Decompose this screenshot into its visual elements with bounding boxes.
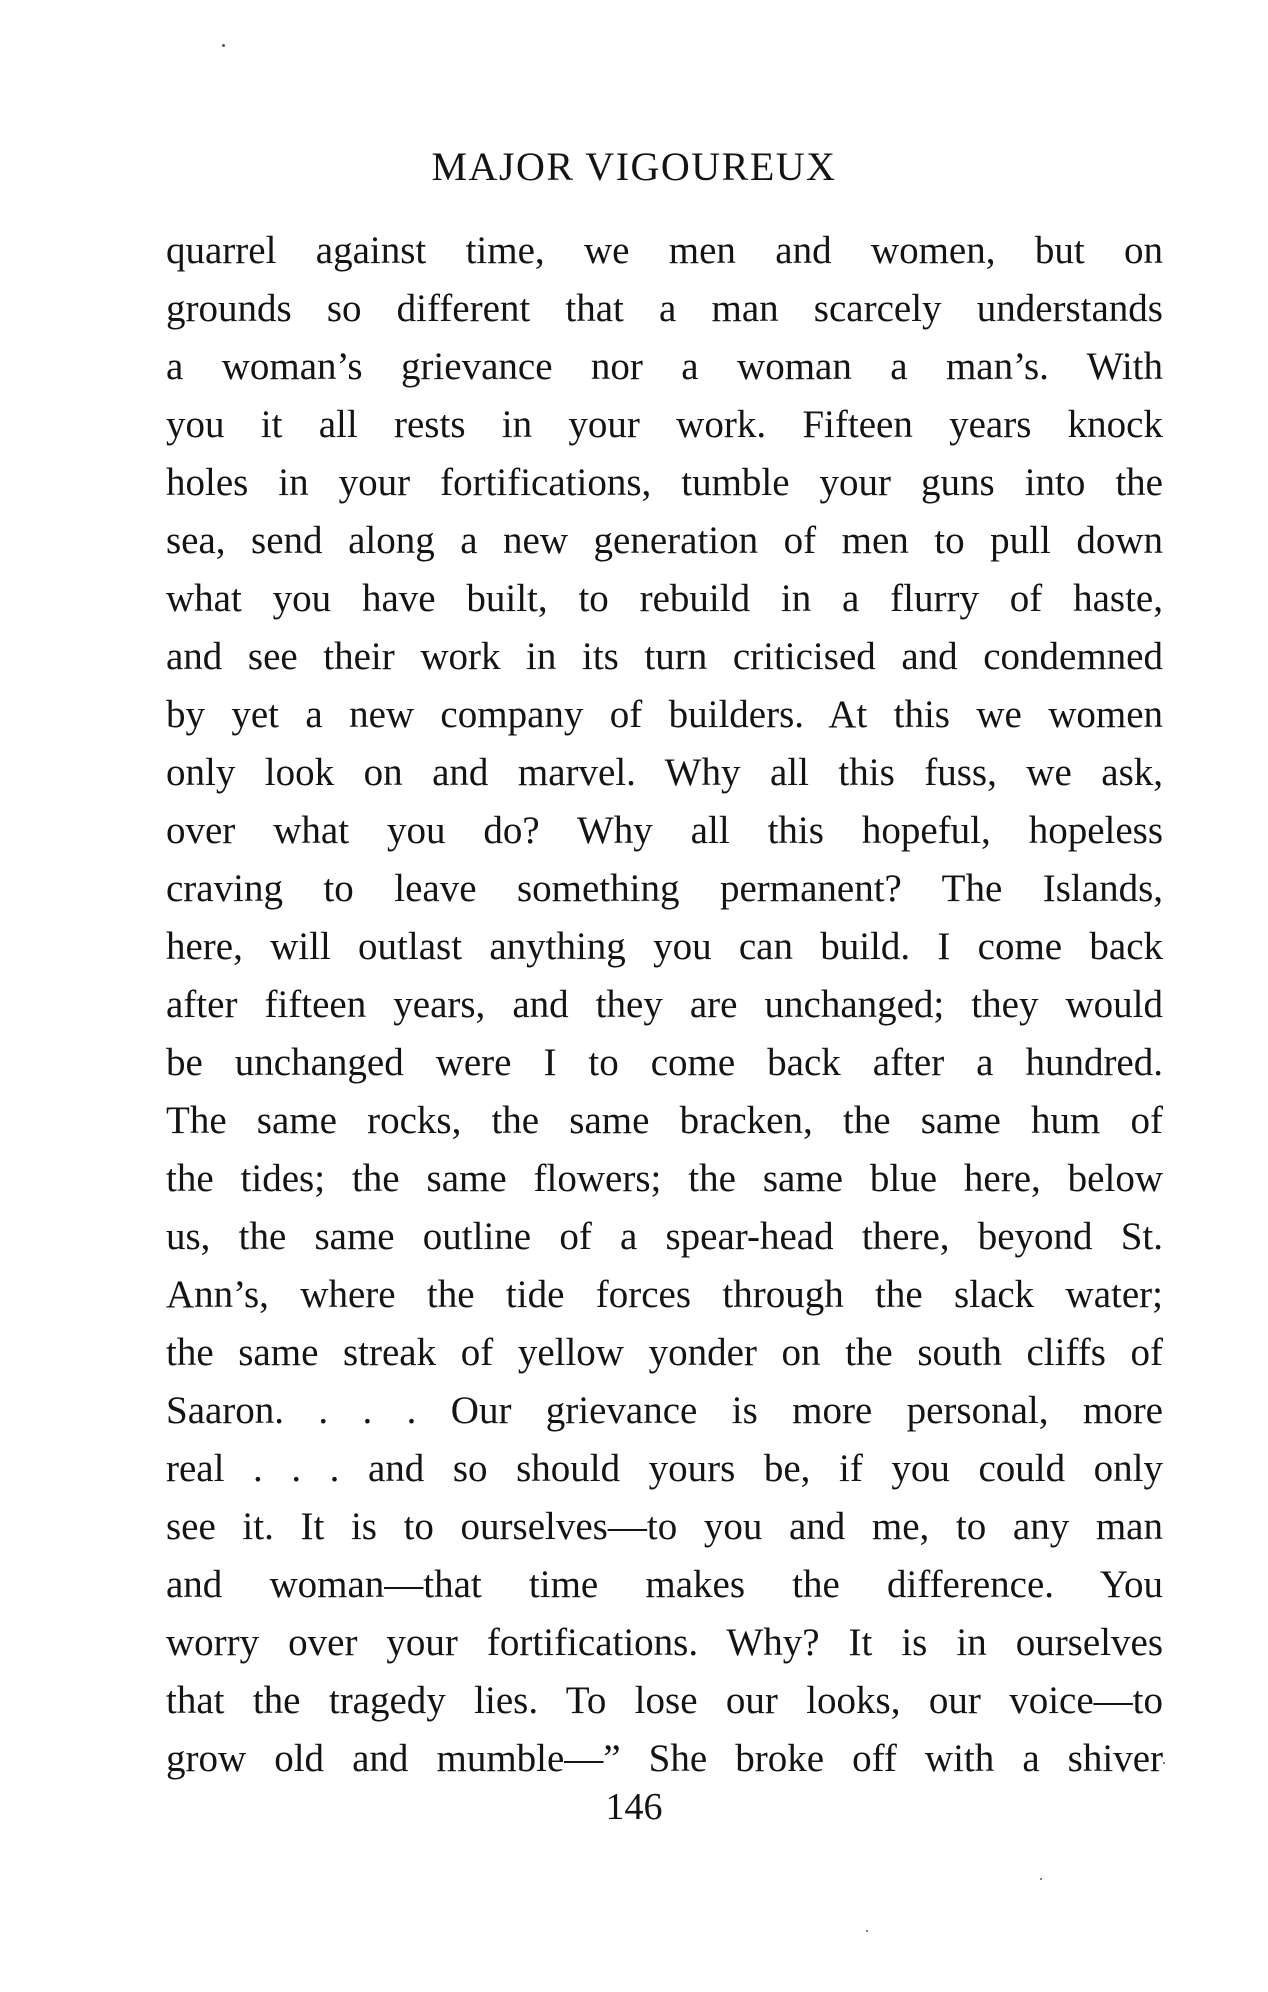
text-line: real . . . and so should yours be, if you could only (166, 1447, 1163, 1490)
text-line: us, the same outline of a spear-head there, beyond St. (166, 1215, 1163, 1258)
text-line: worry over your fortifications. Why? It is in ourselves (166, 1621, 1163, 1664)
text-line: by yet a new company of builders. At this we women (166, 693, 1163, 736)
text-line: Ann’s, where the tide forces through the slack water; (166, 1273, 1163, 1316)
text-line: the tides; the same flowers; the same blue here, below (166, 1157, 1163, 1200)
text-line: after fifteen years, and they are unchanged; they would (166, 983, 1163, 1026)
text-line: over what you do? Why all this hopeful, hopeless (166, 809, 1163, 852)
print-speck (1040, 1878, 1042, 1880)
text-line: The same rocks, the same bracken, the same hum of (166, 1099, 1163, 1142)
text-line: grounds so different that a man scarcely understands (166, 287, 1163, 330)
text-line: see it. It is to ourselves—to you and me, to any man (166, 1505, 1163, 1548)
page-number: 146 (605, 1786, 663, 1828)
running-head: MAJOR VIGOUREUX (431, 144, 837, 189)
text-line: only look on and marvel. Why all this fuss, we ask, (166, 751, 1163, 794)
text-line: here, will outlast anything you can build. I come back (166, 925, 1163, 968)
text-line: the same streak of yellow yonder on the south cliffs of (166, 1331, 1163, 1374)
text-line: sea, send along a new generation of men to pull down (166, 519, 1163, 562)
text-line: craving to leave something permanent? The Islands, (166, 867, 1163, 910)
text-line: holes in your fortifications, tumble your guns into the (166, 461, 1163, 504)
text-line: a woman’s grievance nor a woman a man’s. With (166, 345, 1163, 388)
text-line: and see their work in its turn criticised and condemned (166, 635, 1163, 678)
text-line: Saaron. . . . Our grievance is more personal, more (166, 1389, 1163, 1432)
text-line: be unchanged were I to come back after a hundred. (166, 1041, 1163, 1084)
print-speck (222, 44, 225, 47)
text-line: that the tragedy lies. To lose our looks, our voice—to (166, 1679, 1163, 1722)
print-speck (1163, 1762, 1165, 1764)
body-text (166, 222, 1163, 1788)
text-line: quarrel against time, we men and women, but on (166, 229, 1163, 272)
text-line: what you have built, to rebuild in a flurry of haste, (166, 577, 1163, 620)
text-line: and woman—that time makes the difference. You (166, 1563, 1163, 1606)
print-speck (866, 1930, 868, 1932)
text-line: you it all rests in your work. Fifteen years knock (166, 403, 1163, 446)
text-line: grow old and mumble—” She broke off with a shiver (166, 1737, 1163, 1780)
